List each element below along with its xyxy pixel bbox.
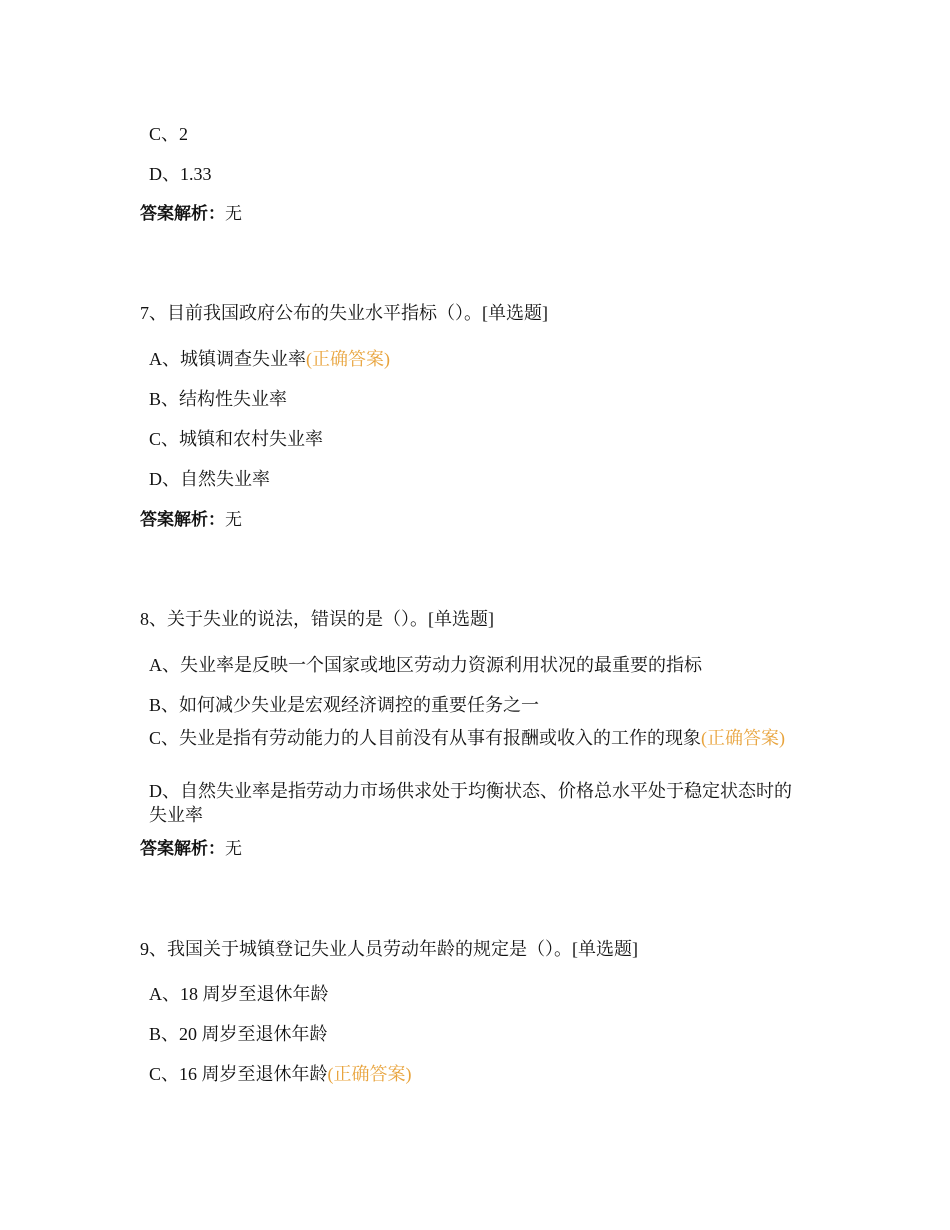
q8-option-c (149, 726, 799, 750)
q8-analysis (140, 837, 242, 860)
option-text: D、自然失业率 (149, 469, 270, 489)
option-text: C、失业是指有劳动能力的人目前没有从事有报酬或收入的工作的现象 (149, 728, 702, 748)
analysis-value: 无 (225, 510, 242, 530)
option-text: C、2 (149, 124, 189, 144)
q8-question (140, 608, 494, 630)
q6-analysis (140, 202, 242, 225)
analysis-label: 答案解析： (140, 510, 225, 530)
analysis-value: 无 (225, 839, 242, 859)
option-text: D、1.33 (149, 164, 212, 184)
q9-option-b (149, 1023, 328, 1045)
option-text: B、结构性失业率 (149, 389, 288, 409)
option-text: D、自然失业率是指劳动力市场供求处于均衡状态、价格总水平处于稳定状态时的失业率 (149, 781, 792, 825)
analysis-label: 答案解析： (140, 839, 225, 859)
option-text: B、如何减少失业是宏观经济调控的重要任务之一 (149, 695, 540, 715)
question-text: 8、关于失业的说法，错误的是（）。[单选题] (140, 609, 494, 629)
q7-question (140, 302, 548, 324)
q6-option-d (149, 163, 212, 185)
option-text: A、18 周岁至退休年龄 (149, 984, 329, 1004)
correct-answer-tag: (正确答案) (327, 1064, 412, 1084)
q8-option-d (149, 779, 799, 827)
q8-option-a (149, 654, 702, 676)
q8-option-b (149, 694, 539, 716)
q7-option-a (149, 348, 390, 370)
option-text: C、16 周岁至退休年龄 (149, 1064, 328, 1084)
q9-question (140, 938, 638, 960)
correct-answer-tag: (正确答案) (701, 728, 786, 748)
option-text: A、城镇调查失业率 (149, 349, 306, 369)
q7-option-d (149, 468, 270, 490)
analysis-value: 无 (225, 204, 242, 224)
question-text: 7、目前我国政府公布的失业水平指标（）。[单选题] (140, 303, 548, 323)
option-text: A、失业率是反映一个国家或地区劳动力资源利用状况的最重要的指标 (149, 655, 702, 675)
q9-option-c (149, 1063, 412, 1085)
correct-answer-tag: (正确答案) (306, 349, 390, 369)
question-text: 9、我国关于城镇登记失业人员劳动年龄的规定是（）。[单选题] (140, 939, 638, 959)
q9-option-a (149, 983, 329, 1005)
analysis-label: 答案解析： (140, 204, 225, 224)
option-text: C、城镇和农村失业率 (149, 429, 324, 449)
q7-analysis (140, 508, 242, 531)
q6-option-c (149, 123, 188, 145)
option-text: B、20 周岁至退休年龄 (149, 1024, 328, 1044)
q7-option-b (149, 388, 287, 410)
q7-option-c (149, 428, 323, 450)
